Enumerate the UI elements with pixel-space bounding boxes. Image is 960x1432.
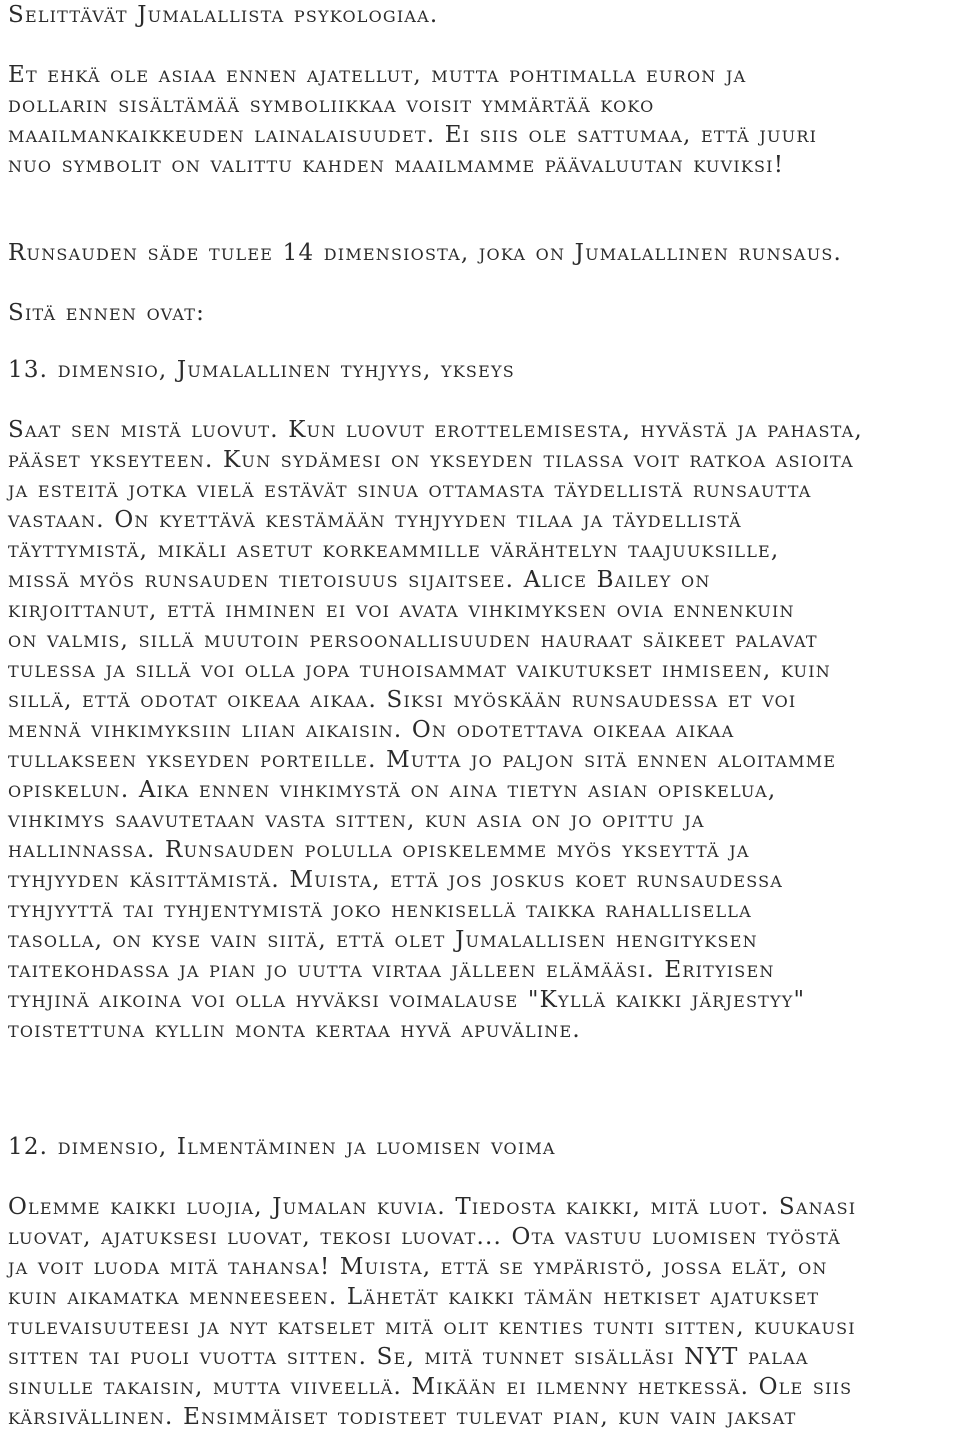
paragraph-currency-symbols: Et ehkä ole asiaa ennen ajatellut, mutta pohtimalla euron ja dollarin sisältämää symboliikkaa voisit ymmärtää koko maailmankaikkeuden lainalaisuudet. Ei siis ole sattumaa, että juuri nuo symbolit on valittu kahden maailmamme päävaluutan kuviksi! xyxy=(8,62,818,178)
heading-dimension-12: 12. dimensio, Ilmentäminen ja luomisen voima xyxy=(8,1134,556,1160)
paragraph-dimension-13: Saat sen mistä luovut. Kun luovut erottelemisesta, hyvästä ja pahasta, pääset ykseyteen. Kun sydämesi on ykseyden tilassa voit ratkoa asioita ja esteitä jotka vielä estävät sinua ottamasta täydellistä runsautta vastaan. On kyettävä kestämään tyhjyyden tilaa ja täydellistä täyttymistä, mikäli asetut korkeammille värähtelyn taajuuksille, missä myös runsauden tietoisuus sijaitsee. Alice Bailey on kirjoittanut, että ihminen ei voi avata vihkimyksen ovia ennenkuin on valmis, sillä muutoin persoonallisuuden hauraat säikeet palavat tulessa ja sillä voi olla jopa tuhoisammat vaikutukset ihmiseen, kuin sillä, että odotat oikeaa aikaa. Siksi myöskään runsaudessa et voi mennä vihkimyksiin liian aikaisin. On odotettava oikeaa aikaa tullakseen ykseyden porteille. Mutta jo paljon sitä ennen aloitamme opiskelun. Aika ennen vihkimystä on aina tietyn asian opiskelua, vihkimys saavutetaan vasta sitten, kun asia on jo opittu ja hallinnassa. Runsauden polulla opiskelemme myös ykseyttä ja tyhjyyden käsittämistä. Muista, että jos joskus koet runsaudessa tyhjyyttä tai tyhjentymistä joko henkisellä taikka rahallisella tasolla, on kyse vain siitä, että olet Jumalallisen hengityksen taitekohdassa ja pian jo uutta virtaa jälleen elämääsi. Erityisen tyhjinä aikoina voi olla hyväksi voimalause "Kyllä kaikki järjestyy" toistettuna kyllin monta kertaa hyvä apuväline. xyxy=(8,417,863,1043)
paragraph-before-list: Sitä ennen ovat: xyxy=(8,300,206,326)
paragraph-abundance-ray: Runsauden säde tulee 14 dimensiosta, joka on Jumalallinen runsaus. xyxy=(8,240,843,266)
heading-dimension-13: 13. dimensio, Jumalallinen tyhjyys, ykseys xyxy=(8,357,515,383)
intro-fragment: Selittävät Jumalallista psykologiaa. xyxy=(8,2,439,28)
paragraph-dimension-12: Olemme kaikki luojia, Jumalan kuvia. Tiedosta kaikki, mitä luot. Sanasi luovat, ajatuksesi luovat, tekosi luovat... Ota vastuu luomisen työstä ja voit luoda mitä tahansa! Muista, että se ympäristö, jossa elät, on kuin aikamatka menneeseen. Lähetät kaikki tämän hetkiset ajatukset tulevaisuuteesi ja nyt katselet mitä olit kenties tunti sitten, kuukausi sitten tai puoli vuotta sitten. Se, mitä tunnet sisälläsi NYT palaa sinulle takaisin, mutta viiveellä. Mikään ei ilmenny hetkessä. Ole siis kärsivällinen. Ensimmäiset todisteet tulevat pian, kun vain jaksat xyxy=(8,1194,857,1430)
